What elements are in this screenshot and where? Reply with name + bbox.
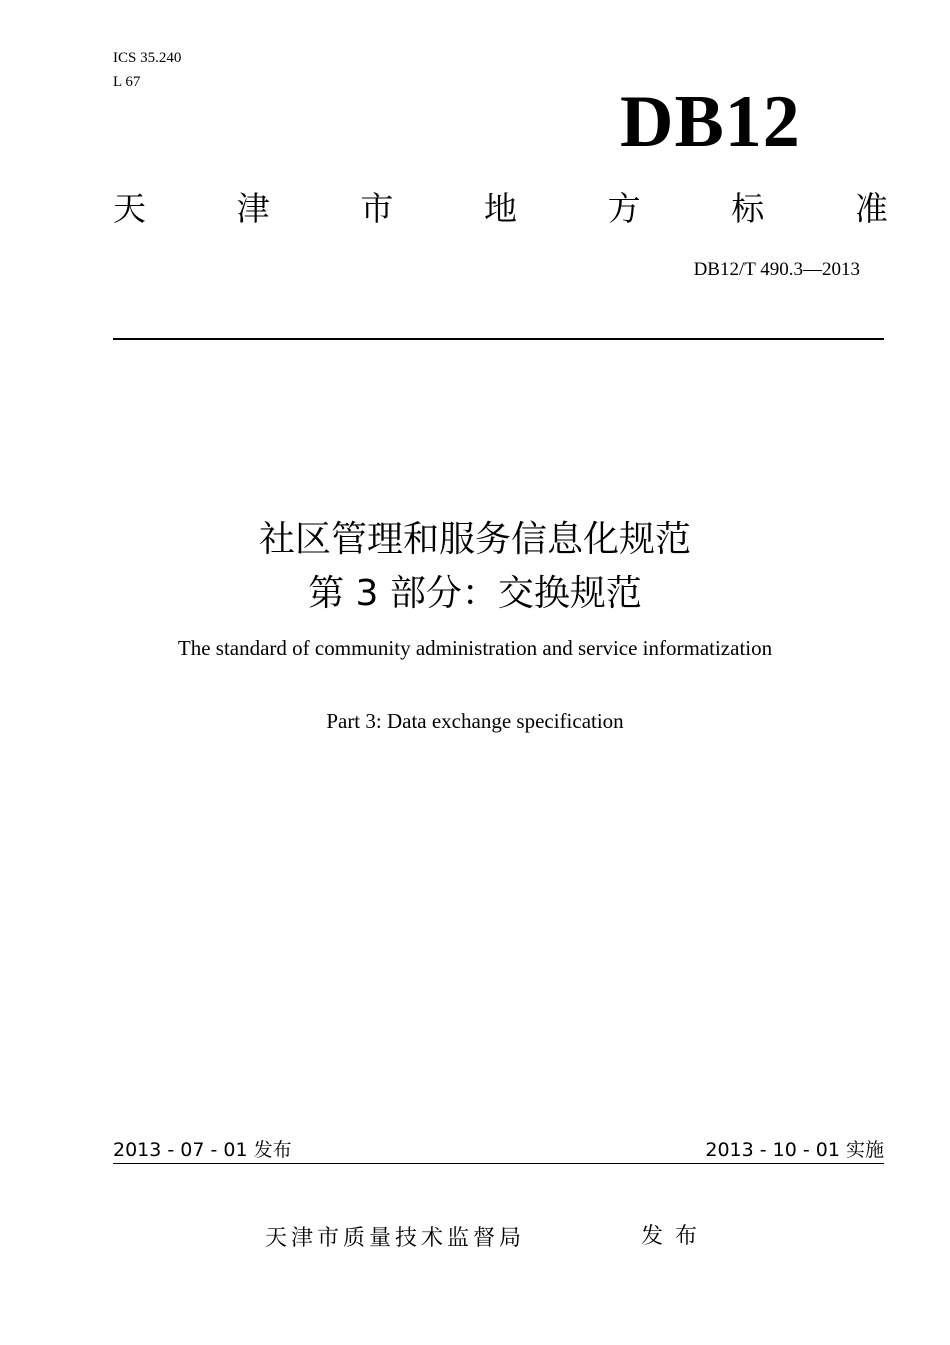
english-title: The standard of community administration and service informatization	[177, 636, 773, 660]
standard-type-heading	[113, 186, 888, 232]
standard-type-char: 天	[113, 189, 146, 228]
ccs-code: L 67	[113, 74, 141, 90]
english-part-title: Part 3: Data exchange specification	[326, 709, 624, 733]
standard-type-char: 标	[731, 189, 765, 228]
issue-date: 2013 - 07 - 01 发布	[113, 1139, 292, 1161]
standard-type-char: 津	[236, 189, 270, 228]
implementation-date: 2013 - 10 - 01 实施	[705, 1139, 884, 1161]
top-divider	[113, 338, 884, 340]
standard-type-char: 准	[854, 189, 888, 228]
ics-code: ICS 35.240	[113, 50, 182, 66]
issued-label: 发布	[641, 1224, 710, 1249]
issuing-authority: 天津市质量技术监督局	[265, 1226, 526, 1251]
standard-type-char: 地	[483, 189, 517, 228]
standard-type-char: 市	[360, 189, 394, 228]
standard-type-char: 方	[607, 189, 641, 228]
document-subtitle: 第 3 部分：交换规范	[308, 573, 642, 614]
bottom-divider	[113, 1163, 884, 1164]
standard-number: DB12/T 490.3—2013	[693, 259, 860, 280]
standard-logo: DB12	[620, 81, 801, 163]
document-title: 社区管理和服务信息化规范	[258, 519, 691, 560]
